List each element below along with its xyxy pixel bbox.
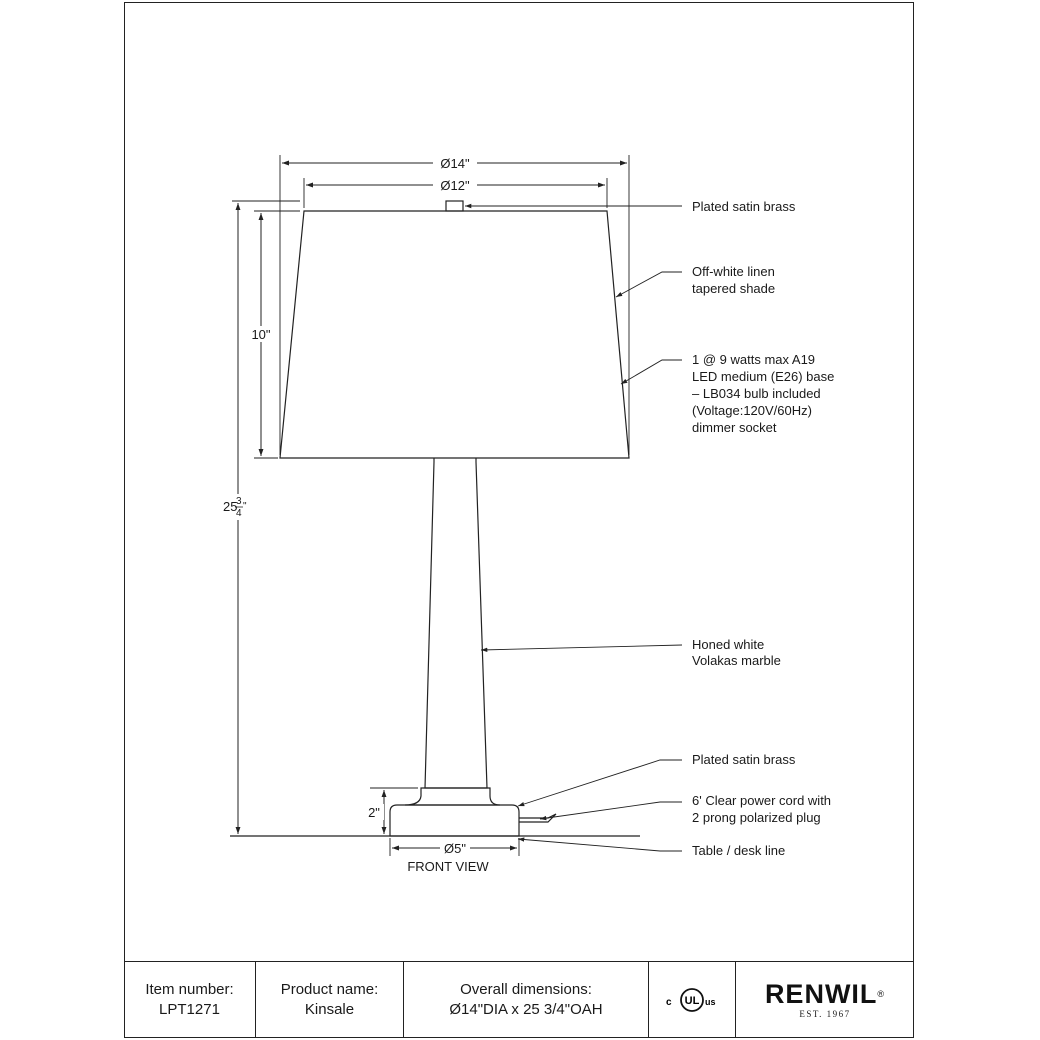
certification-cell — [649, 962, 736, 1038]
overall-dimensions-cell — [404, 962, 649, 1038]
dim-overall-height-whole: 25 — [223, 499, 238, 514]
product-name-value: Kinsale — [304, 1001, 355, 1018]
leader-bulb — [621, 360, 682, 384]
leader-table-line — [518, 839, 682, 851]
dim-shade-outer-label: Ø14" — [440, 156, 470, 171]
svg-text:Plated satin brass: Plated satin brass — [692, 199, 796, 214]
leader-base-trim — [518, 760, 682, 806]
svg-text:2 prong polarized plug: 2 prong polarized plug — [692, 810, 821, 825]
svg-text:1 @ 9 watts max A19: 1 @ 9 watts max A19 — [692, 352, 816, 367]
callout-shade — [692, 264, 775, 296]
overall-dimensions-value: Ø14"DIA x 25 3/4"OAH — [449, 1001, 603, 1018]
dim-overall-height-den: 4 — [236, 508, 242, 519]
item-number-value: LPT1271 — [159, 1001, 220, 1018]
svg-text:LED medium (E26) base: LED medium (E26) base — [692, 369, 835, 384]
callout-finial — [692, 199, 796, 214]
brand-established: EST. 1967 — [799, 1009, 851, 1019]
product-name-cell — [256, 962, 404, 1038]
product-name-label: Product name: — [280, 981, 379, 998]
callout-cord — [692, 793, 831, 825]
overall-dimensions-label: Overall dimensions: — [460, 981, 592, 998]
dim-overall-height-num: 3 — [236, 496, 242, 507]
svg-text:c: c — [666, 997, 672, 1008]
callout-table-line — [692, 843, 785, 858]
callout-bulb — [692, 352, 834, 435]
svg-text:6' Clear power cord with: 6' Clear power cord with — [692, 793, 832, 808]
dim-base-diameter-label: Ø5" — [444, 841, 466, 856]
dim-base-height-label: 2" — [368, 805, 380, 820]
dim-shade-inner-label: Ø12" — [440, 178, 470, 193]
svg-text:UL: UL — [684, 995, 700, 1007]
svg-text:– LB034 bulb included: – LB034 bulb included — [692, 386, 821, 401]
title-block — [124, 961, 914, 1038]
svg-text:Table / desk line: Table / desk line — [692, 843, 786, 858]
svg-text:tapered shade: tapered shade — [692, 281, 776, 296]
brand-cell — [736, 962, 914, 1038]
finial — [446, 201, 463, 211]
svg-text:Honed white: Honed white — [692, 637, 765, 652]
item-number-cell — [124, 962, 256, 1038]
svg-text:Plated satin brass: Plated satin brass — [692, 752, 796, 767]
svg-text:(Voltage:120V/60Hz): (Voltage:120V/60Hz) — [692, 403, 812, 418]
svg-text:us: us — [705, 997, 716, 1007]
ul-listed-icon — [662, 985, 722, 1015]
svg-text:Volakas marble: Volakas marble — [692, 653, 781, 668]
lamp-shade — [280, 211, 629, 458]
svg-text:dimmer socket: dimmer socket — [692, 420, 777, 435]
dim-shade-height-label: 10" — [251, 327, 271, 342]
callout-body — [692, 637, 781, 668]
leader-body — [481, 645, 682, 650]
item-number-label: Item number: — [145, 981, 234, 998]
callout-base-trim — [692, 752, 796, 767]
svg-text:Off-white linen: Off-white linen — [692, 264, 775, 279]
leader-cord — [540, 802, 682, 819]
lamp-base — [390, 805, 519, 836]
view-label: FRONT VIEW — [407, 859, 489, 874]
brand-logo: RENWIL® — [764, 979, 886, 1009]
dim-overall-height-unit: " — [243, 501, 247, 512]
lamp-body — [425, 458, 487, 788]
base-trim — [405, 788, 500, 805]
power-cord — [519, 814, 556, 822]
leader-shade — [616, 272, 682, 297]
